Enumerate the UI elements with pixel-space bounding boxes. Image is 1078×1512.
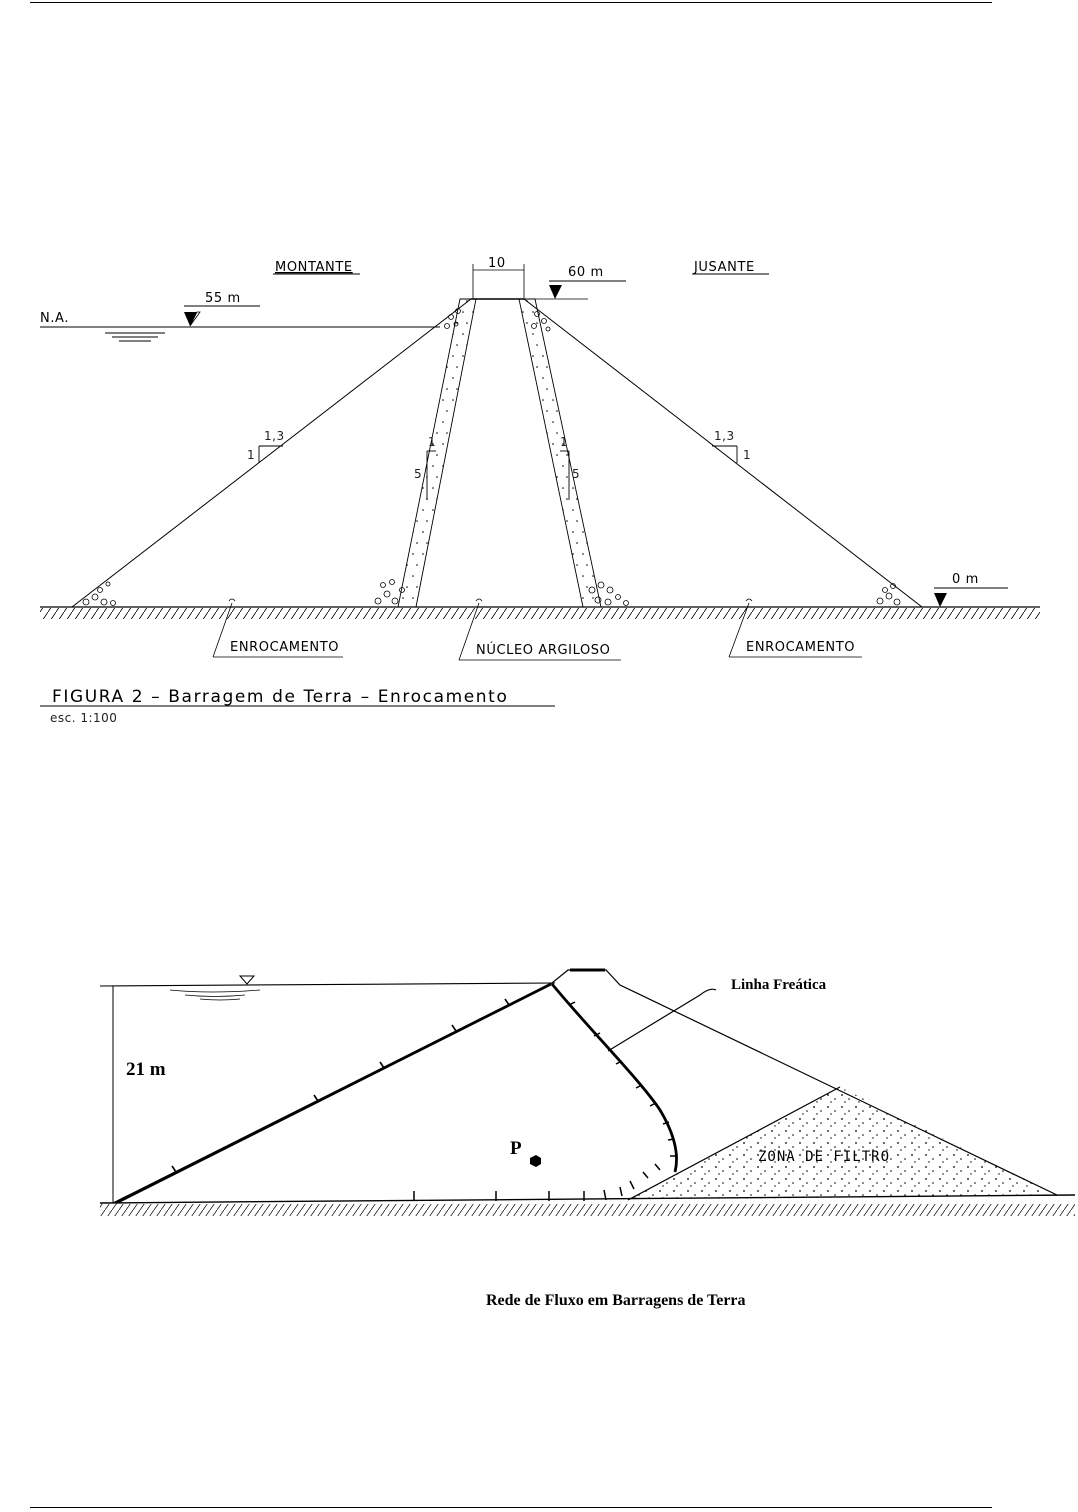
water-surface — [100, 983, 555, 986]
level-water-text: 55 m — [205, 291, 241, 306]
point-label: P — [510, 1138, 522, 1159]
svg-text:1: 1 — [743, 448, 752, 462]
phreatic-label: Linha Freática — [731, 977, 827, 993]
level-crest-text: 60 m — [568, 265, 604, 280]
zone-center-label: NÚCLEO ARGILOSO — [476, 643, 611, 658]
ground-hatch-2 — [100, 1204, 1075, 1216]
svg-text:1,3: 1,3 — [264, 429, 285, 443]
zone-right-label: ENROCAMENTO — [746, 640, 856, 655]
upstream-face — [116, 984, 551, 1203]
core-filter-left — [398, 299, 476, 607]
figure-1-scale: esc. 1:100 — [50, 711, 118, 725]
zone-leader-right — [729, 599, 862, 657]
svg-text:1,3: 1,3 — [714, 429, 735, 443]
svg-text:5: 5 — [414, 467, 423, 481]
label-upstream: MONTANTE — [275, 260, 353, 275]
figure-flow-net — [100, 970, 1075, 1309]
point-marker — [530, 1155, 541, 1167]
base-ticks — [414, 1164, 660, 1201]
upstream-ticks — [172, 999, 509, 1172]
svg-text:1: 1 — [428, 435, 437, 449]
svg-text:1: 1 — [560, 435, 569, 449]
embankment-outline — [72, 299, 922, 607]
label-downstream: JUSANTE — [694, 260, 755, 275]
svg-text:1: 1 — [247, 448, 256, 462]
figure-dam-section — [40, 256, 1040, 725]
core-filter-right — [519, 299, 601, 607]
crest-width-text: 10 — [488, 256, 506, 271]
water-label: N.A. — [40, 311, 70, 326]
svg-text:5: 5 — [572, 467, 581, 481]
phreatic-leader — [608, 989, 716, 1051]
rockfill-pebbles — [83, 309, 900, 606]
level-marker-base — [934, 572, 1008, 607]
water-symbol — [240, 976, 254, 984]
zone-leader-left — [213, 599, 343, 657]
level-marker-water — [184, 291, 260, 326]
figure-1-caption: FIGURA 2 – Barragem de Terra – Enrocamento — [52, 687, 509, 707]
crest-dimension — [473, 256, 524, 299]
zone-left-label: ENROCAMENTO — [230, 640, 340, 655]
ground-hatch — [40, 608, 1040, 619]
filter-zone — [628, 1087, 1057, 1200]
slope-symbol-right — [712, 429, 751, 463]
level-base-text: 0 m — [952, 572, 979, 587]
level-marker-crest — [530, 265, 626, 299]
filter-label: ZONA DE FILTRO — [758, 1149, 891, 1165]
figure-2-caption: Rede de Fluxo em Barragens de Terra — [486, 1292, 746, 1309]
phreatic-ticks — [569, 1002, 676, 1156]
phreatic-line — [552, 984, 676, 1172]
height-label: 21 m — [126, 1059, 166, 1080]
